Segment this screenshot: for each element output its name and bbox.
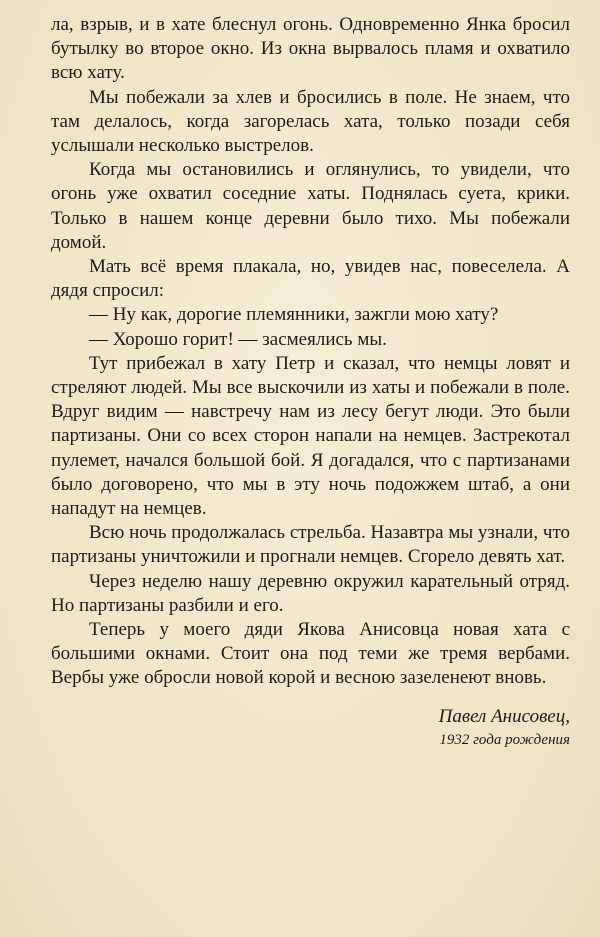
author-name: Павел Анисовец, (438, 705, 570, 727)
paragraph-4: Мать всё время плакала, но, увидев нас, повеселела. А дядя спросил: (51, 256, 570, 302)
paragraph-2: Мы побежали за хлев и бросились в поле. Не знаем, что там делалось, когда загорелась хата, только позади себя услышали несколько выстрелов. (51, 86, 570, 157)
paragraph-8: Всю ночь продолжалась стрельба. Назавтра мы узнали, что партизаны уничтожили и прогнали немцев. Сгорело девять хат. (51, 522, 570, 568)
paragraph-5: — Ну как, дорогие племянники, зажгли мою хату? (89, 304, 499, 326)
author-birth-year: 1932 года рождения (439, 731, 570, 748)
author-signature (51, 705, 570, 751)
paragraph-7: Тут прибежал в хату Петр и сказал, что немцы ловят и стреляют людей. Мы все выскочили из хаты и побежали в поле. Вдруг видим — навстречу нам из лесу бегут люди. Это были партизаны. Они со всех сторон напали на немцев. Застрекотал пулемет, начался большой бой. Я догадался, что с партизанами было договорено, что мы в эту ночь подожжем штаб, а они нападут на немцев. (51, 352, 570, 520)
paragraph-10: Теперь у моего дяди Якова Анисовца новая хата с большими окнами. Стоит она под теми же тремя вербами. Вербы уже обросли новой корой и весною зазеленеют вновь. (51, 619, 570, 689)
paragraph-3: Когда мы остановились и оглянулись, то увидели, что огонь уже охватил соседние хаты. Поднялась суета, крики. Только в нашем конце деревни было тихо. Мы побежали домой. (51, 159, 570, 253)
paragraph-1: ла, взрыв, и в хате блеснул огонь. Одновременно Янка бросил бутылку во второе окно. Из окна вырвалось пламя и охватило всю хату. (51, 14, 570, 84)
paragraph-9: Через неделю нашу деревню окружил карательный отряд. Но партизаны разбили и его. (51, 570, 570, 616)
story-text (51, 13, 570, 691)
paragraph-6: — Хорошо горит! — засмеялись мы. (89, 328, 387, 350)
